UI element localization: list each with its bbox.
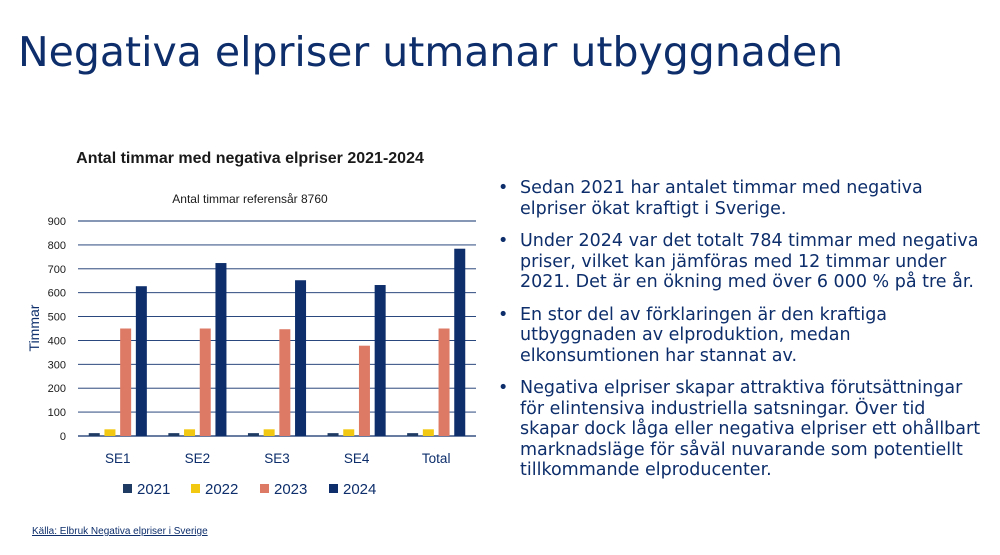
y-axis-label: Timmar — [26, 304, 42, 352]
legend-label: 2021 — [137, 481, 171, 498]
bar — [328, 433, 339, 436]
legend-swatch — [260, 484, 269, 493]
x-tick-label: SE4 — [343, 451, 370, 466]
bar — [264, 429, 275, 436]
y-tick-label: 100 — [47, 407, 66, 420]
y-tick-label: 700 — [47, 263, 66, 276]
y-tick-label: 200 — [47, 383, 66, 396]
y-tick-label: 300 — [47, 359, 66, 372]
legend-swatch — [329, 484, 338, 493]
y-tick-label: 0 — [59, 431, 66, 443]
bullet-item: • Under 2024 var det totalt 784 timmar med negativa priser, vilket kan jämföras med 12 timmar under 2021. Det är en ökning med över 6 000 % på tre år. — [496, 231, 986, 293]
chart-title: Antal timmar med negativa elpriser 2021-2024 — [76, 150, 424, 167]
bar — [343, 429, 354, 436]
y-tick-label: 600 — [47, 287, 66, 300]
bar — [89, 433, 100, 436]
bar — [168, 433, 179, 436]
bullet-item: • Sedan 2021 har antalet timmar med negativa elpriser ökat kraftigt i Sverige. — [496, 178, 986, 219]
bar — [248, 433, 259, 436]
x-tick-label: SE1 — [105, 451, 131, 466]
bar — [423, 429, 434, 436]
x-tick-label: Total — [421, 451, 451, 466]
y-tick-label: 500 — [47, 311, 66, 324]
x-tick-label: SE2 — [184, 451, 211, 466]
bar — [120, 329, 131, 437]
bullet-item: • Negativa elpriser skapar attraktiva förutsättningar för elintensiva industriella satsningar. Över tid skapar dock låga eller negativa elpriser ett ohållbart marknadsläge för såväl nuvarande som potentiellt tillkommande elproducenter. — [496, 378, 986, 481]
bullet-item: • En stor del av förklaringen är den kraftiga utbyggnaden av elproduktion, medan elkonsumtionen har stannat av. — [496, 305, 986, 367]
legend-label: 2022 — [205, 481, 239, 498]
bar — [104, 429, 115, 436]
bar — [375, 285, 386, 436]
bar — [136, 286, 147, 436]
bar — [200, 329, 211, 437]
legend-swatch — [123, 484, 132, 493]
bar — [454, 249, 465, 436]
bar — [295, 280, 306, 436]
y-tick-label: 400 — [47, 335, 66, 348]
chart-subtitle: Antal timmar referensår 8760 — [172, 192, 328, 206]
x-tick-label: SE3 — [264, 451, 290, 466]
legend-swatch — [191, 484, 200, 493]
bar — [439, 329, 450, 437]
source-link[interactable]: Källa: Elbruk Negativa elpriser i Sverige — [32, 526, 208, 537]
bar — [215, 263, 226, 436]
bar — [184, 429, 195, 436]
bar — [279, 329, 290, 436]
page-title: Negativa elpriser utmanar utbyggnaden — [18, 28, 844, 76]
bar-chart — [0, 205, 490, 505]
bar — [359, 346, 370, 436]
legend-label: 2024 — [343, 481, 377, 498]
bullet-list — [496, 178, 986, 493]
legend-label: 2023 — [274, 481, 308, 498]
y-tick-label: 800 — [47, 239, 66, 252]
y-tick-label: 900 — [47, 216, 66, 228]
bar — [407, 433, 418, 436]
